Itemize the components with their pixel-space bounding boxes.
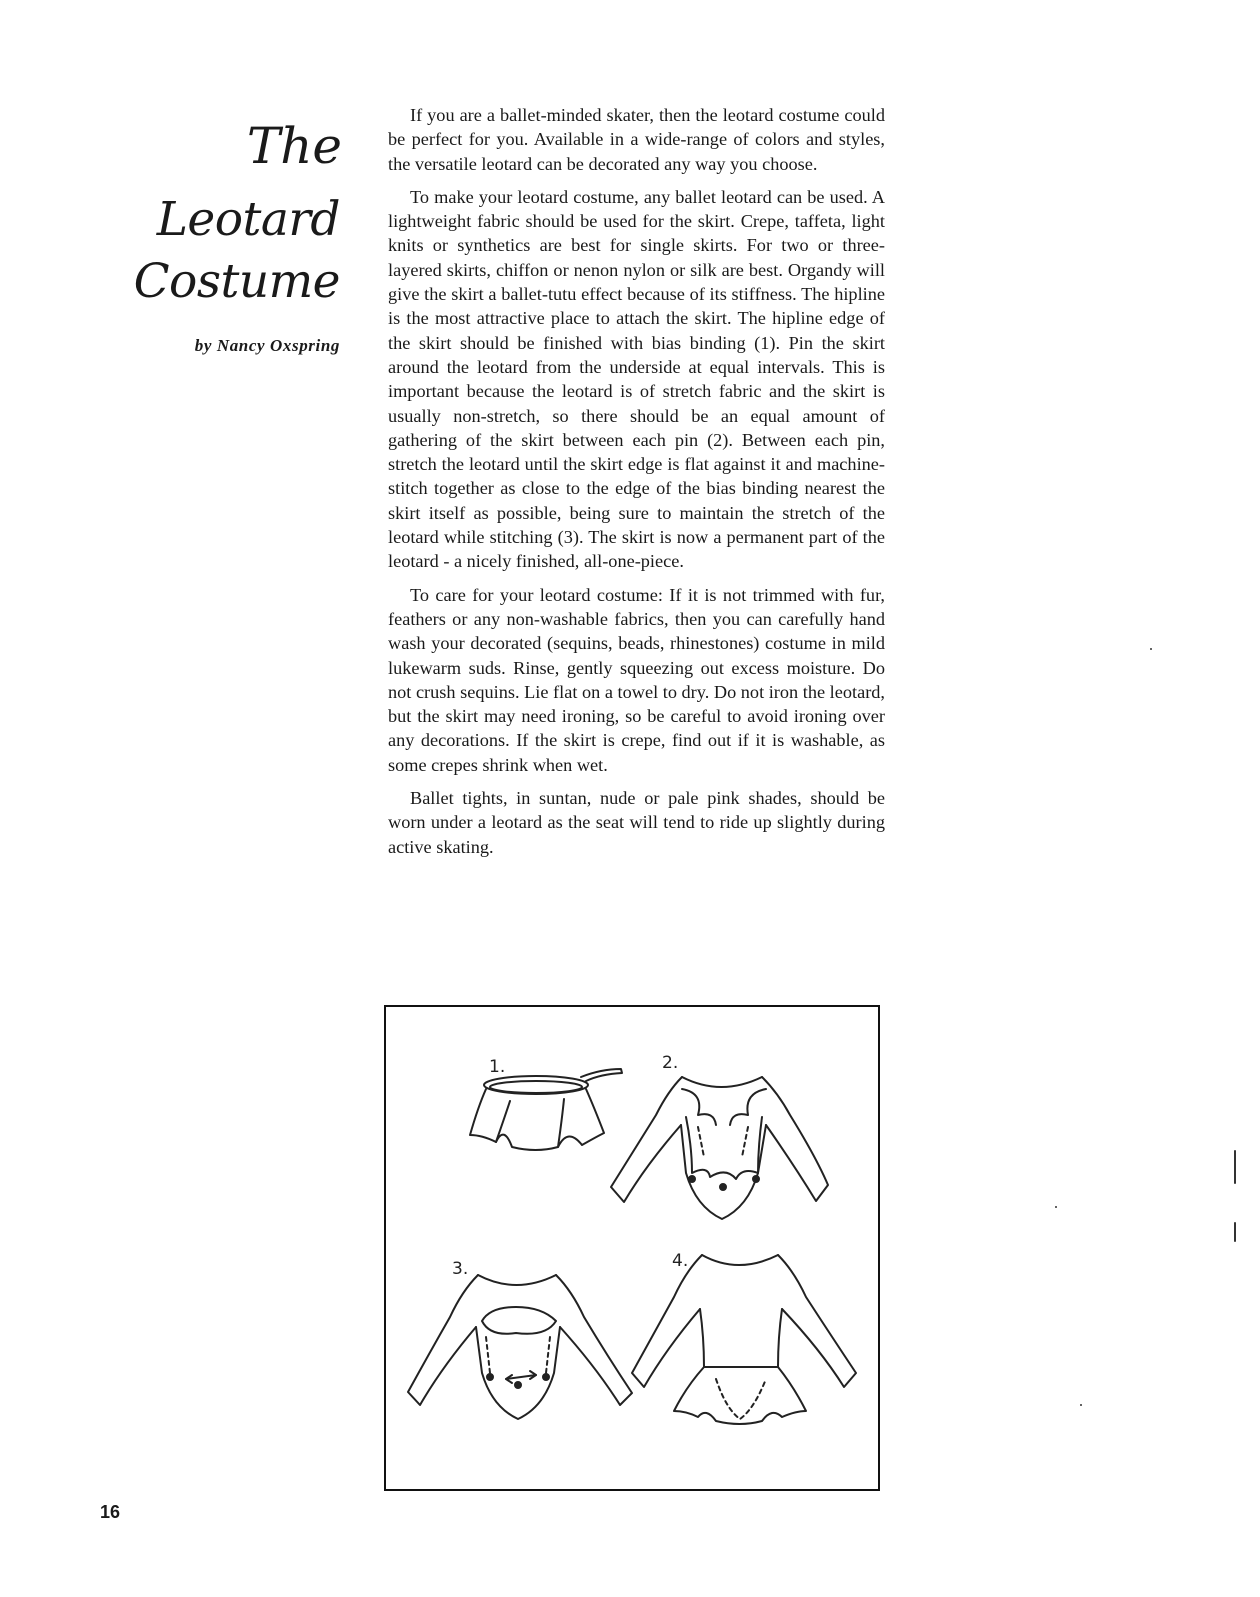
- scan-edge-mark: [1234, 1150, 1236, 1184]
- byline: by Nancy Oxspring: [194, 336, 340, 355]
- step3-stitching-drawing: [408, 1275, 632, 1419]
- article-title: [134, 118, 340, 356]
- paragraph-tights: Ballet tights, in suntan, nude or pale pink shades, should be worn under a leotard as the seat will tend to ride up slightly during active skating.: [388, 788, 885, 857]
- paragraph-care: To care for your leotard costume: If it is not trimmed with fur, feathers or any non-washable fabrics, then you can carefully hand wash your decorated (sequins, beads, rhinestones) costume in mild lukewarm suds. Rinse, gently squeezing out excess moisture. Do not crush sequins. Lie flat on a towel to dry. Do not iron the leotard, but the skirt may need ironing, so be careful to avoid ironing over any decorations. If the skirt is crepe, find out if it is washable, as some crepes shrink when wet.: [388, 584, 885, 775]
- scan-edge-mark: [1234, 1222, 1236, 1242]
- title-word-the: The: [246, 117, 342, 175]
- scan-speck: [1150, 648, 1152, 650]
- step1-skirt-drawing: [470, 1069, 622, 1150]
- paragraph-instructions: To make your leotard costume, any ballet leotard can be used. A lightweight fabric should be used for the skirt. Crepe, taffeta, light knits or synthetics are best for single skirts. For two or three-layered skirts, chiffon or nenon nylon or silk are best. Organdy will give the skirt a ballet-tutu effect because of its stiffness. The hipline is the most attractive place to attach the skirt. The hipline edge of the skirt should be finished with bias binding (1). Pin the skirt around the leotard from the underside at equal intervals. This is important because the leotard is of stretch fabric and the skirt is usually non-stretch, so there should be an equal amount of gathering of the skirt between each pin (2). Between each pin, stretch the leotard until the skirt edge is flat against it and machine-stitch together as close to the edge of the bias binding nearest the skirt itself as possible, being sure to maintain the stretch of the leotard while stitching (3). The skirt is now a permanent part of the leotard - a nicely finished, all-one-piece.: [388, 186, 885, 572]
- scan-speck: [1055, 1206, 1057, 1208]
- illustration-figure: [384, 1005, 880, 1491]
- scan-speck: [1080, 1404, 1082, 1406]
- figure-label-1: 1.: [489, 1057, 506, 1077]
- figure-label-2: 2.: [662, 1053, 679, 1073]
- article-body: [388, 103, 885, 868]
- title-word-costume: Costume: [133, 254, 340, 309]
- leotard-illustrations: [386, 1007, 878, 1489]
- step4-finished-drawing: [632, 1255, 856, 1424]
- figure-label-3: 3.: [452, 1259, 469, 1279]
- step2-pinning-drawing: [611, 1077, 828, 1219]
- title-word-leotard: Leotard: [156, 192, 340, 247]
- figure-label-4: 4.: [672, 1251, 689, 1271]
- paragraph-intro: If you are a ballet-minded skater, then the leotard costume could be perfect for you. Available in a wide-range of colors and styles, the versatile leotard can be decorated any way you choose.: [388, 105, 885, 174]
- page-number: 16: [100, 1502, 121, 1522]
